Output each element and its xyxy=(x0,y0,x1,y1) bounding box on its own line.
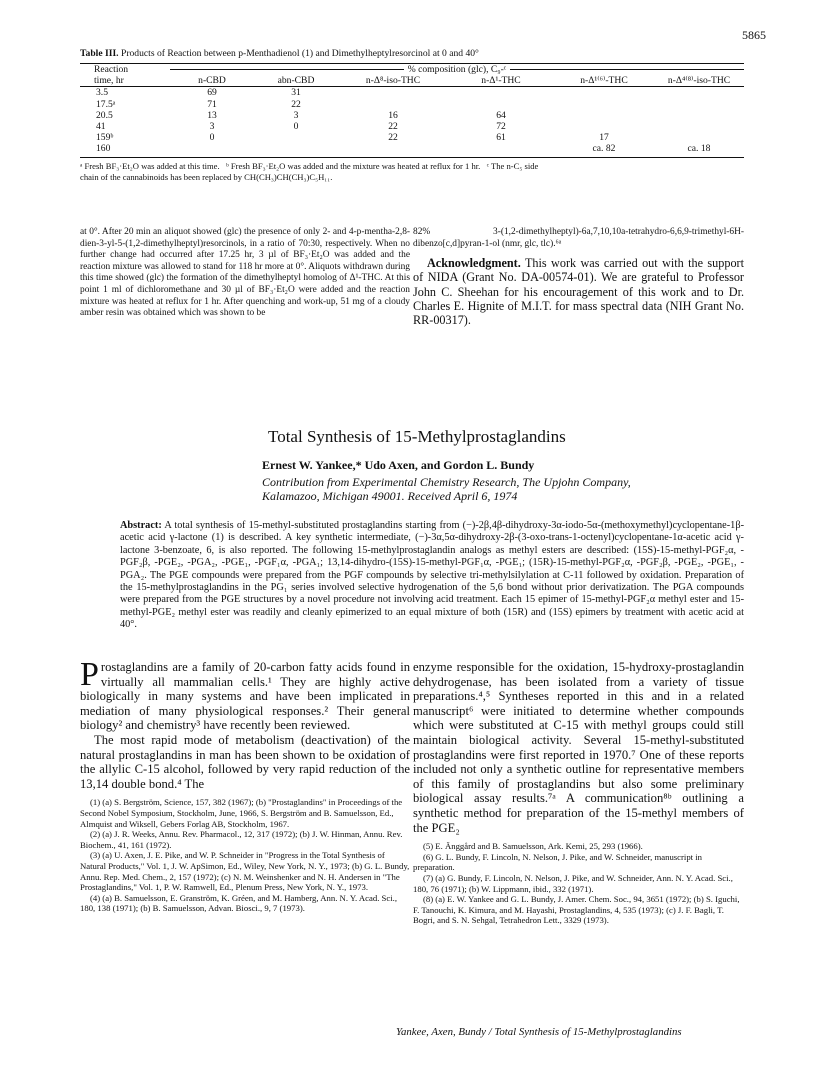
row-time: 17.5ᵃ xyxy=(96,98,116,110)
table-cell xyxy=(654,87,744,98)
reference-item: (6) G. L. Bundy, F. Lincoln, N. Nelson, J. Pike, and W. Schneider, manuscript in preparation. xyxy=(413,851,703,873)
header-span-line-left xyxy=(170,69,404,70)
header-span-line-right xyxy=(510,69,744,70)
abstract xyxy=(120,520,744,632)
prev-article-left-text: at 0°. After 20 min an aliquot showed (glc) the presence of only 2- and 4-p-mentha-2,8-dien-3-yl-5-(1,2-dimethylheptyl)resorcinols, in a ratio of 70:30, respectively. When no further change had occurred after 17.25 hr, 3 µl of BF₃·Et₂O was added and the reaction mixture was allowed to stand for 118 hr more at 0°. Aliquots withdrawn during this time showed (glc) the formation of the dimethylheptyl homolog of Δ¹-THC. At this point 1 ml of dichloromethane and 30 µl of BF₃·Et₂O were added and the reaction mixture was heated at reflux for 1 hr. After quenching and work-up, 51 mg of a cloudy amber resin was obtained which was shown to be xyxy=(80,227,410,319)
intro-paragraph-1 xyxy=(80,656,410,733)
table-row xyxy=(80,121,744,132)
table-cell: 72 xyxy=(496,121,506,133)
table-caption xyxy=(80,47,744,60)
table-cell: ca. 82 xyxy=(592,143,616,155)
table-row xyxy=(80,87,744,98)
header-span-text: % composition (glc), C₉-ᶜ xyxy=(407,64,507,75)
ack-text: This work was carried out with the support of NIDA (Grant No. DA-00574-01). We are grateful to Professor John C. Sheehan for his encouragement of this work and to Dr. Charles E. Hignite of M.I.T. for mass spectral data (NIH Grant No. RR-00317). xyxy=(413,256,744,327)
footnote-c-1: ᶜ The n-C₅ side xyxy=(486,160,539,171)
article-authors: Ernest W. Yankee,* Udo Axen, and Gordon L. Bundy xyxy=(262,458,535,472)
table-caption-label: Table III. xyxy=(80,48,119,59)
table-cell xyxy=(254,132,338,143)
table-cell: 3 xyxy=(293,109,299,121)
table-cell xyxy=(338,143,448,154)
intro-left-text: rostaglandins are a family of 20-carbon fatty acids found in virtually all mammalian cells.¹ They are highly active biologically in many systems and have been implicated in mediation of many physiological responses.² Their general biology² and chemistry³ have recently been reviewed. xyxy=(80,660,410,733)
table-cell: 17 xyxy=(599,132,609,144)
table-cell: 22 xyxy=(291,98,301,110)
table-cell xyxy=(554,121,654,132)
row-time: 20.5 xyxy=(96,109,113,121)
reference-item: (1) (a) S. Bergström, Science, 157, 382 (1967); (b) "Prostaglandins" in Proceedings of the Second Nobel Symposium, Stockholm, June, 1966, S. Bergström and B. Samuelsson, Ed., Almquist and Wiksell, Gebers Forlag AB, Stockholm, 1967. xyxy=(80,797,403,829)
footnote-c-2: chain of the cannabinoids has been replaced by CH(CH₃)CH(CH₃)C₅H₁₁. xyxy=(80,171,333,182)
header-reaction-1: Reaction xyxy=(94,64,129,75)
references-left xyxy=(80,797,410,914)
table-cell: 0 xyxy=(209,132,215,144)
prev-article-right-text: 82% 3-(1,2-dimethylheptyl)-6a,7,10,10a-tetrahydro-6,6,9-trimethyl-6H-dibenzo[c,d]pyran-1-ol (nmr, glc, tlc).⁶ᵃ xyxy=(413,227,744,249)
table-cell: 22 xyxy=(388,132,398,144)
intro-paragraph-2: The most rapid mode of metabolism (deactivation) of the natural prostaglandins in man has been shown to be oxidation of the allylic C-15 alcohol, followed by very rapid reduction of the 13,14 double bond.⁴ The xyxy=(80,732,410,791)
references-right xyxy=(413,841,744,926)
table-row xyxy=(80,132,744,143)
table-body xyxy=(80,64,744,86)
footnote-b: ᵇ Fresh BF₃·Et₂O was added and the mixture was heated at reflux for 1 hr. xyxy=(226,160,481,171)
table-cell xyxy=(554,110,654,121)
reference-item: (3) (a) U. Axen, J. E. Pike, and W. P. Schneider in "Progress in the Total Synthesis of Natural Products," Vol. 1, J. W. ApSimon, Ed., Wiley, New York, N. Y., 1973; (b) G. L. Bundy, Annu. Rep. Med. Chem., 2, 157 (1972); (c) N. M. Weinshenker and N. H. Andersen in "The Prostaglandins," Vol. 1, P. W. Ramwell, Ed., Plenum Press, New York, N. Y., 1973. xyxy=(80,850,410,893)
table-caption-text: Products of Reaction between p-Menthadienol (1) and Dimethylheptylresorcinol at 0 and 40° xyxy=(120,48,479,59)
table-cell xyxy=(448,87,554,98)
table-cell xyxy=(338,99,448,110)
table-cell: 61 xyxy=(496,132,506,144)
header-span xyxy=(170,64,744,75)
intro-right-column xyxy=(413,660,744,926)
affiliation-line-2: Kalamazoo, Michigan 49001. Received April 6, 1974 xyxy=(262,489,518,503)
table-cell: 16 xyxy=(388,109,398,121)
page-number: 5865 xyxy=(742,28,766,42)
table-footnotes xyxy=(80,161,744,183)
column-header: abn-CBD xyxy=(277,75,315,87)
table-cell xyxy=(448,99,554,110)
table-cell xyxy=(654,110,744,121)
reference-item: (2) (a) J. R. Weeks, Annu. Rev. Pharmacol., 12, 317 (1972); (b) J. W. Hinman, Annu. Rev. Biochem., 41, 161 (1972). xyxy=(80,829,403,850)
table-cell xyxy=(254,143,338,154)
table-cell: 31 xyxy=(291,87,301,99)
running-foot: Yankee, Axen, Bundy / Total Synthesis of 15-Methylprostaglandins xyxy=(396,1026,682,1038)
table-row xyxy=(80,110,744,121)
table-rows xyxy=(80,87,744,154)
table-cell xyxy=(338,87,448,98)
table-cell: 0 xyxy=(293,121,299,133)
reference-item: (4) (a) B. Samuelsson, E. Granström, K. Gréen, and M. Hamberg, Ann. N. Y. Acad. Sci., 180, 138 (1971); (b) B. Samuelsson, Advan. Biosci., 9, 7 (1973). xyxy=(80,892,397,914)
abstract-label: Abstract: xyxy=(120,520,162,531)
table-cell xyxy=(170,143,254,154)
acknowledgment xyxy=(413,256,744,327)
table-cell xyxy=(554,87,654,98)
ack-label: Acknowledgment. xyxy=(427,256,521,271)
column-header: n-Δ⁸-iso-THC xyxy=(365,75,421,87)
table-cell: 64 xyxy=(496,109,506,121)
column-header: n-Δ⁴⁽⁸⁾-iso-THC xyxy=(667,75,731,87)
prev-article-left xyxy=(80,227,410,320)
affiliation-line-1: Contribution from Experimental Chemistry Research, The Upjohn Company, xyxy=(262,475,631,489)
table-iii xyxy=(80,47,744,183)
table-row xyxy=(80,99,744,110)
table-cell xyxy=(654,99,744,110)
intro-dropcap: P xyxy=(80,656,99,693)
table-cell: 22 xyxy=(388,121,398,133)
column-header: n-CBD xyxy=(198,75,226,87)
row-time: 159ᵇ xyxy=(96,132,114,144)
table-cell xyxy=(654,132,744,143)
table-bottom-rule xyxy=(80,157,744,158)
table-cell xyxy=(554,99,654,110)
row-time: 41 xyxy=(96,121,106,133)
table-cell: 71 xyxy=(207,98,217,110)
article-affiliation xyxy=(262,475,732,503)
prev-article-right xyxy=(413,227,744,327)
table-row xyxy=(80,143,744,154)
intro-right-text: enzyme responsible for the oxidation, 15-hydroxy-prostaglandin dehydrogenase, has been isolated from a variety of tissue preparations.⁴,⁵ Syntheses reported in this and in a related manuscript⁶ were initiated to determine whether compounds which were substituted at C-15 with methyl groups could still maintain biological activity. Several 15-methyl-substituted prostaglandins were first reported in 1970.⁷ One of these reports included not only a synthetic outline for representative members of this family of prostaglandins but also some preliminary biological assay results.⁷ᵃ A communication⁸ᵇ outlining a synthetic method for preparation of the 15-methyl members of the PGE₂ xyxy=(413,660,744,835)
header-reaction-2: time, hr xyxy=(94,75,124,87)
article-title: Total Synthesis of 15-Methylprostaglandins xyxy=(268,427,566,446)
row-time: 3.5 xyxy=(96,87,108,99)
row-time: 160 xyxy=(96,143,111,155)
reference-item: (8) (a) E. W. Yankee and G. L. Bundy, J. Amer. Chem. Soc., 94, 3651 (1972); (b) S. Iguchi, F. Tanouchi, K. Kimura, and M. Hayashi, Prostaglandins, 4, 535 (1973); (c) J. F. Bagli, T. Bogri, and S. N. Sehgal, Tetrahedron Lett., 3329 (1973). xyxy=(413,894,740,926)
abstract-text: A total synthesis of 15-methyl-substituted prostaglandins starting from (−)-2β,4β-dihydroxy-3α-iodo-5α-(methoxymethyl)cyclopentane-1β-acetic acid γ-lactone (1) is described. A key synthetic intermediate, (−)-3α,5α-dihydroxy-2β-(3-oxo-trans-1-octenyl)cyclopentane-1α-acetic acid γ-lactone 3-benzoate, 6, is also reported. The following 15-methylprostaglandin analogs as methyl esters are described: (15S)-15-methyl-PGF₂α, -PGF₂β, -PGE₂, -PGA₂, -PGE₁, -PGF₁α, -PGA₁; 13,14-dihydro-(15S)-15-methyl-PGF₁α, -PGE₁; (15R)-15-methyl-PGF₂α, -PGF₂β, -PGE₂, -PGE₁, -PGA₂. The PGE compounds were prepared from the PGF compounds by selective tri-methylsilylation at C-11 followed by oxidation. Preparation of the 15-methylprostaglandins in the PG₁ series involved selective hydrogenation of the 5,6 bond without prior derivatization. The PGA compounds were prepared from the PGE structures by a novel procedure not involving acid treatment. Each 15 epimer of 15-methyl-PGF₂α methyl ester and 15-methyl-PGE₂ methyl ester was readily and cleanly epimerized to an equal mixture of both (15R) and (15S) epimers by treatment with acetic acid at 40°. xyxy=(120,520,744,631)
column-header: n-Δ¹-THC xyxy=(481,75,521,87)
table-cell: 3 xyxy=(209,121,215,133)
footnote-a: ᵃ Fresh BF₃·Et₂O was added at this time. xyxy=(80,160,220,171)
table-cell: 13 xyxy=(207,109,217,121)
table-cell xyxy=(654,121,744,132)
intro-left-column xyxy=(80,656,410,914)
table-cell: ca. 18 xyxy=(687,143,711,155)
reference-item: (7) (a) G. Bundy, F. Lincoln, N. Nelson, J. Pike, and W. Schneider, Ann. N. Y. Acad. Sci., 180, 76 (1971); (b) W. Lippmann, ibid., 332 (1971). xyxy=(413,872,733,894)
table-cell: 69 xyxy=(207,87,217,99)
column-header: n-Δ¹⁽⁶⁾-THC xyxy=(580,75,628,87)
table-cell xyxy=(448,143,554,154)
reference-item: (5) E. Änggård and B. Samuelsson, Ark. Kemi, 25, 293 (1966). xyxy=(423,841,643,852)
